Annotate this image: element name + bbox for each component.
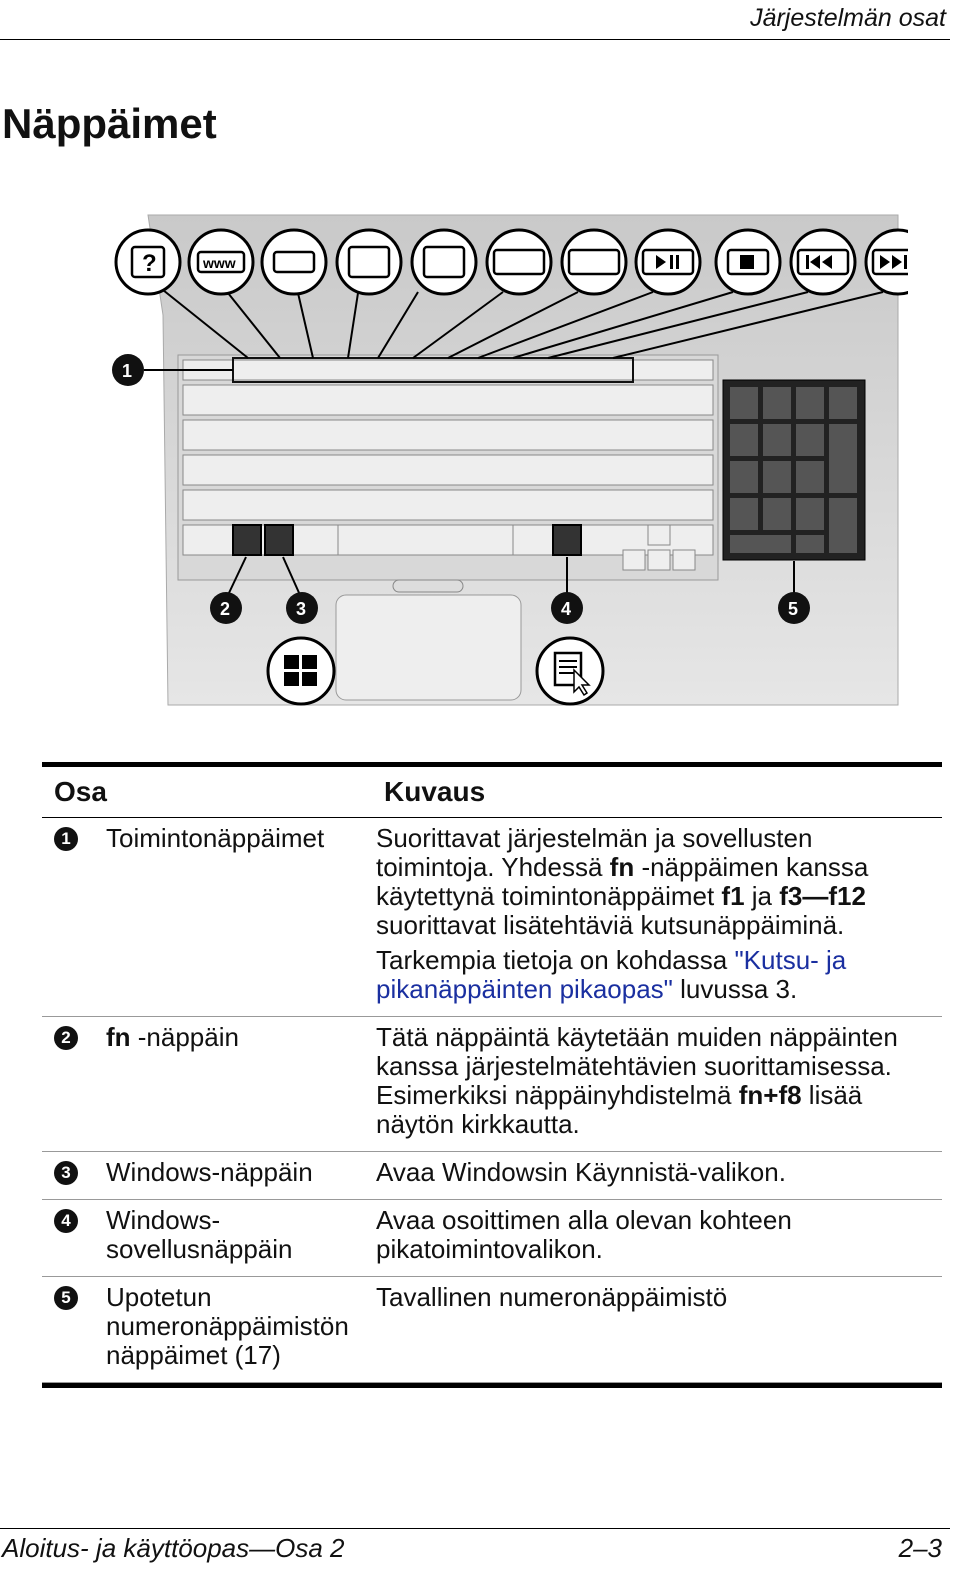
row-description: Avaa osoittimen alla olevan kohteen pikatoimintovalikon.: [376, 1205, 792, 1264]
windows-key: [265, 525, 293, 555]
svg-text:3: 3: [296, 599, 307, 619]
svg-text:2: 2: [220, 599, 231, 619]
footer-book-title: Aloitus- ja käyttöopas—Osa 2: [2, 1533, 345, 1563]
svg-text:5: 5: [788, 599, 799, 619]
footer-page-number: 2–3: [898, 1533, 942, 1563]
callout-number: 3: [54, 1161, 78, 1185]
app-key: [553, 525, 581, 555]
cross-reference-link[interactable]: "Kutsu- ja pikanäppäinten pikaopas": [376, 945, 847, 1004]
row-callout: [54, 1023, 106, 1139]
table-row: [42, 818, 942, 1017]
row-description: Tätä näppäintä käytetään muiden näppäinten kanssa järjestelmätehtävien suorittamisessa. Esimerkiksi näppäinyhdistelmä fn+f8 lisää näytön kirkkautta.: [376, 1022, 898, 1139]
column-header-description: Kuvaus: [384, 776, 486, 807]
row-description: Avaa Windowsin Käynnistä-valikon.: [376, 1157, 786, 1187]
svg-text:1: 1: [122, 361, 133, 381]
numeric-keypad: [723, 380, 865, 560]
column-header-part: Osa: [54, 776, 107, 807]
row-part: Windows-näppäin: [106, 1157, 313, 1187]
header-rule: [0, 39, 950, 40]
touchpad-button: [393, 580, 463, 592]
table-row: [42, 1017, 942, 1152]
footer-rule: [0, 1528, 950, 1529]
spacebar: [338, 525, 513, 555]
row-callout: [54, 1158, 106, 1187]
callout-number: 4: [54, 1209, 78, 1233]
header-section-title: Järjestelmän osat: [750, 4, 946, 32]
callout-number: 1: [54, 827, 78, 851]
row-description: Tavallinen numeronäppäimistö: [376, 1282, 728, 1312]
table-header: [42, 767, 942, 818]
table-row: [42, 1277, 942, 1383]
row-description: Suorittavat järjestelmän ja sovellusten toimintoja. Yhdessä fn -näppäimen kanssa käytettynä toimintonäppäimet f1 ja f3—f12 suorittavat lisätehtäviä kutsunäppäiminä. Tarkempia tietoja on kohdassa "Kutsu- ja pikanäppäinten pikaopas" luvussa 3.: [376, 823, 869, 1004]
www-icon: www: [203, 255, 236, 271]
keyboard-illustration: [108, 195, 908, 710]
parts-table: [42, 762, 942, 1388]
fn-key: [233, 525, 261, 555]
page-title: Näppäimet: [2, 100, 217, 147]
table-row: [42, 1200, 942, 1277]
windows-logo-icon: [268, 638, 334, 704]
row-part: Windows-sovellusnäppäin: [106, 1205, 293, 1264]
row-part: Toimintonäppäimet: [106, 823, 325, 853]
row-part: Upotetun numeronäppäimistön näppäimet (17): [106, 1282, 349, 1370]
row-part: fn -näppäin: [106, 1022, 239, 1052]
help-icon: ?: [142, 250, 157, 277]
row-callout: [54, 1283, 106, 1370]
table-row: [42, 1152, 942, 1200]
callout-number: 5: [54, 1286, 78, 1310]
app-menu-icon: [537, 638, 603, 704]
svg-text:4: 4: [561, 599, 572, 619]
row-callout: [54, 824, 106, 1004]
touchpad: [336, 595, 521, 700]
callout-number: 2: [54, 1026, 78, 1050]
row-callout: [54, 1206, 106, 1264]
